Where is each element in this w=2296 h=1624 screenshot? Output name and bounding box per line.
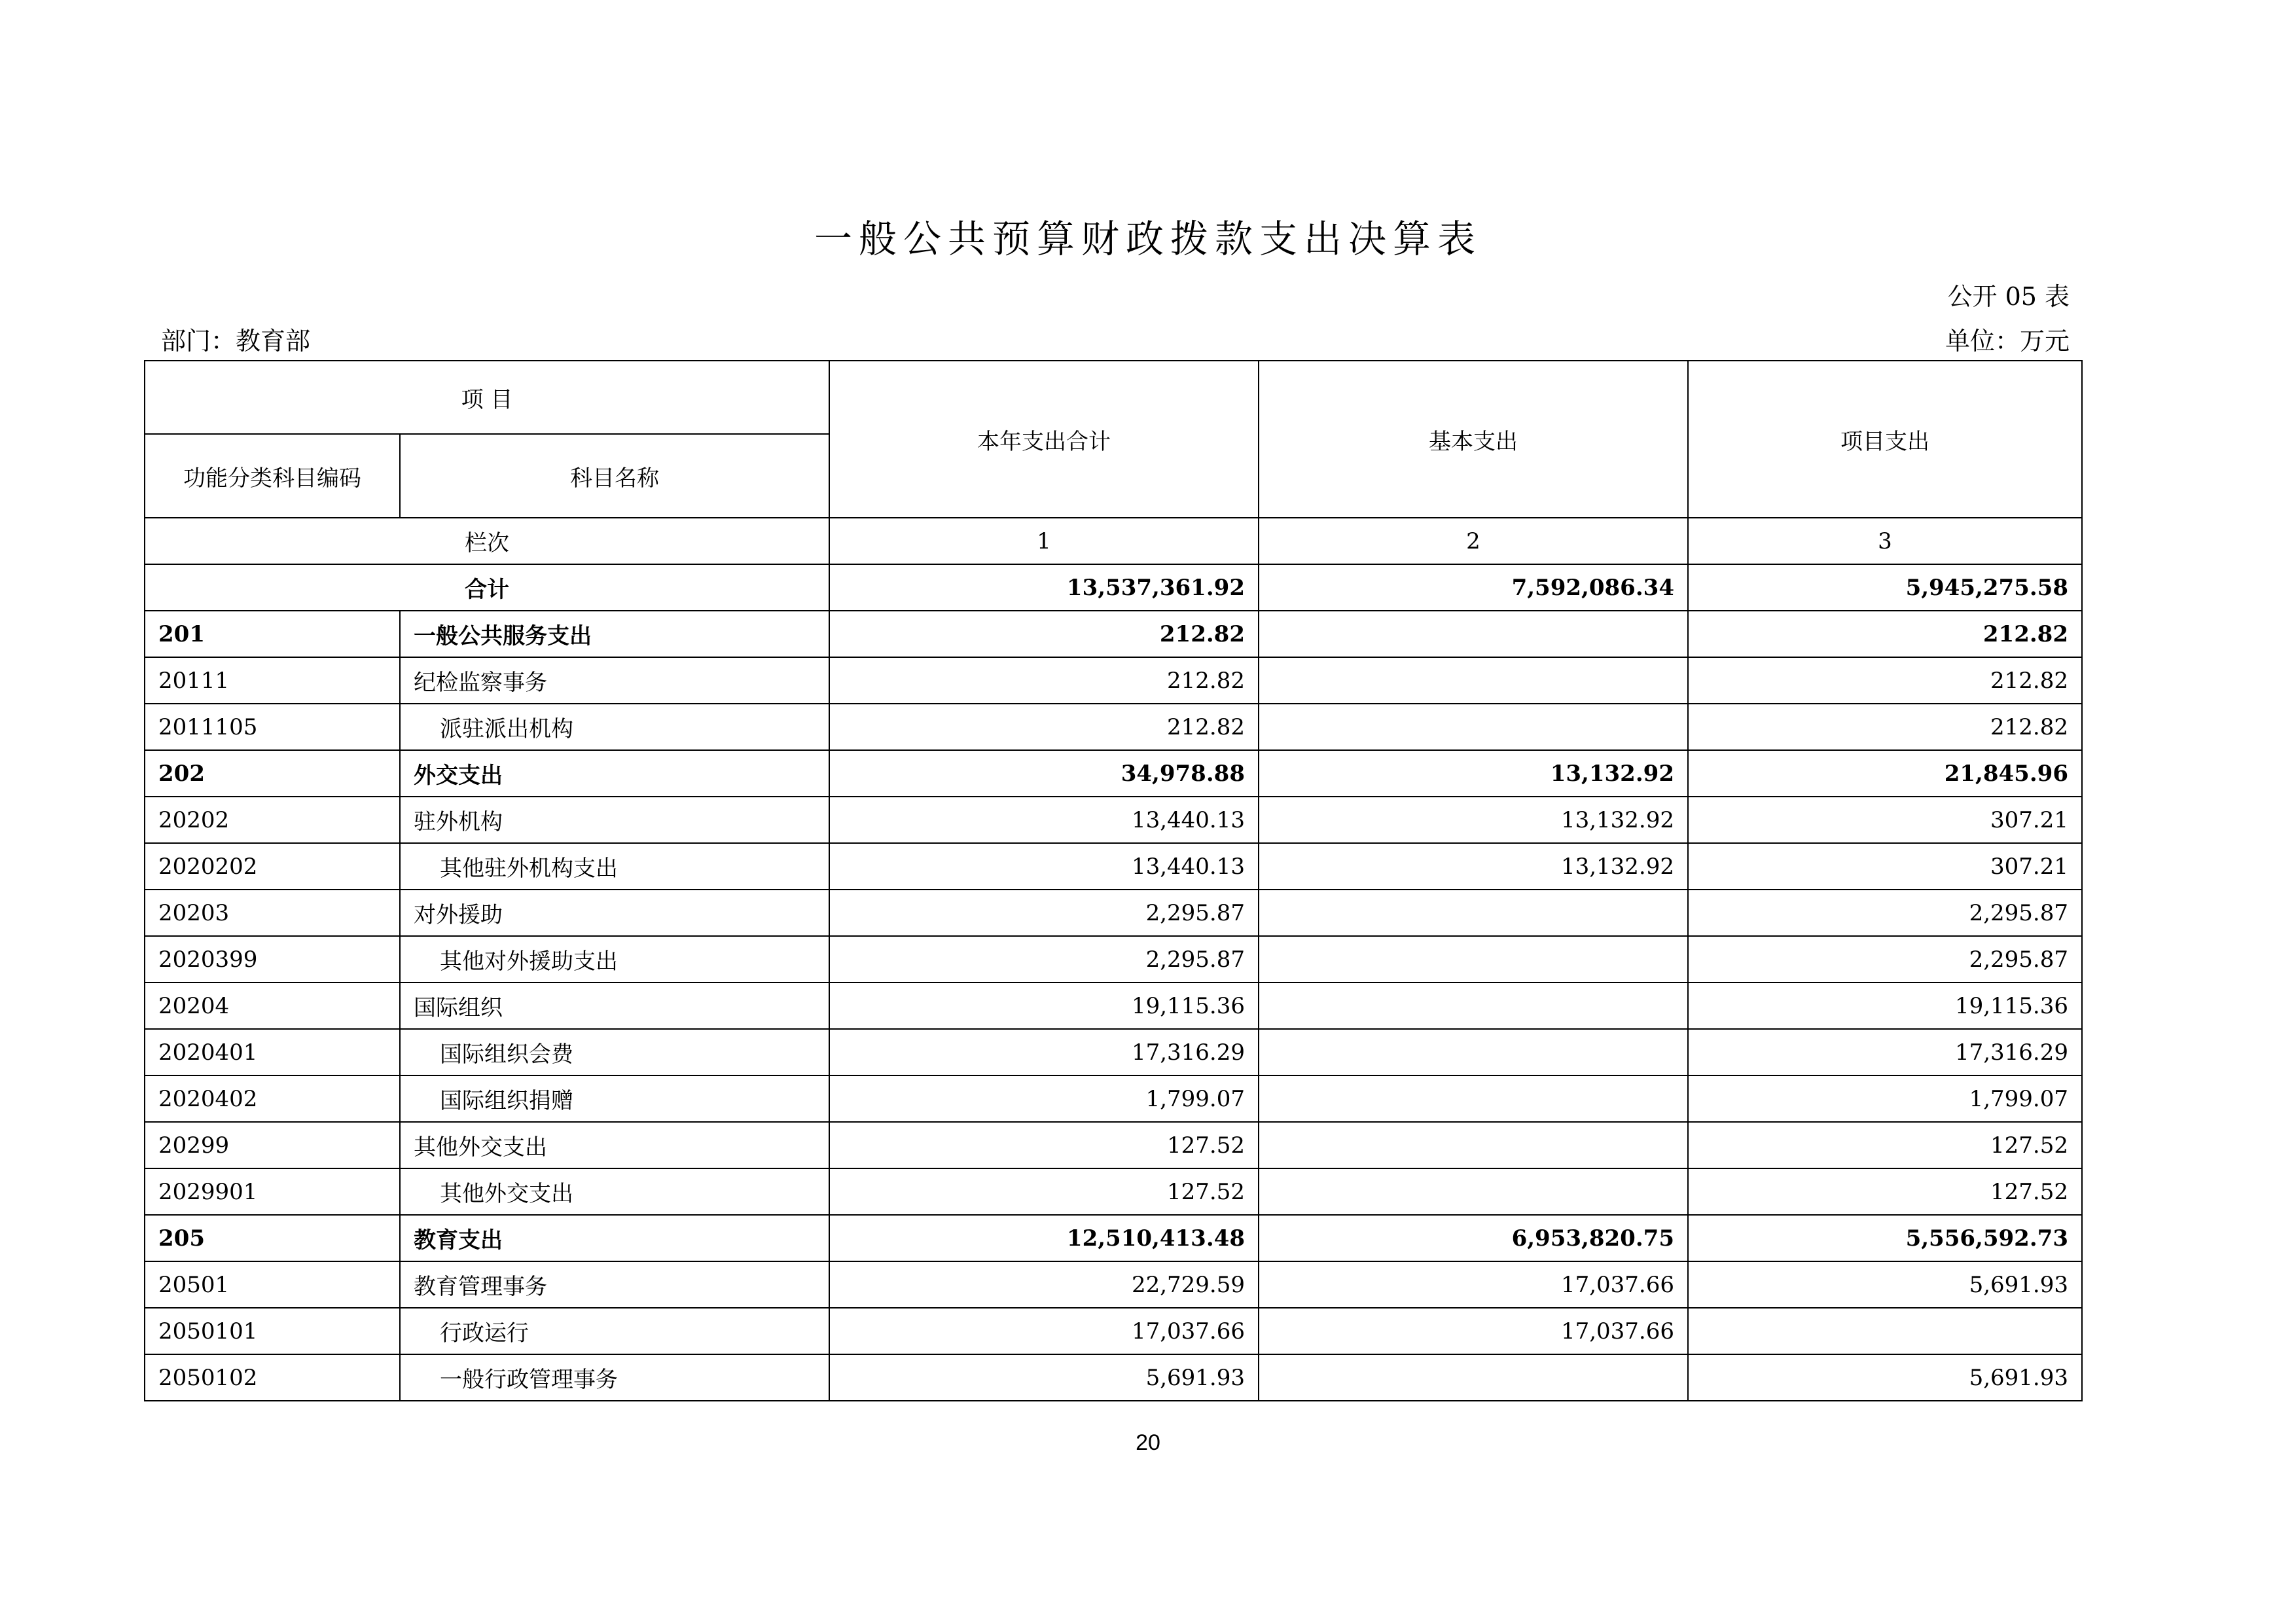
row-total: 127.52 bbox=[829, 1168, 1259, 1215]
row-name: 派驻派出机构 bbox=[400, 704, 829, 750]
row-total: 1,799.07 bbox=[829, 1075, 1259, 1122]
row-code: 2050101 bbox=[145, 1308, 400, 1354]
row-basic: 6,953,820.75 bbox=[1259, 1215, 1688, 1261]
table-row bbox=[145, 1261, 2082, 1308]
row-basic bbox=[1259, 890, 1688, 936]
table-row bbox=[145, 1308, 2082, 1354]
row-project: 127.52 bbox=[1688, 1122, 2082, 1168]
row-total: 5,691.93 bbox=[829, 1354, 1259, 1401]
row-name: 一般行政管理事务 bbox=[400, 1354, 829, 1401]
column-index-1: 1 bbox=[829, 518, 1259, 564]
row-total: 17,316.29 bbox=[829, 1029, 1259, 1075]
row-basic bbox=[1259, 704, 1688, 750]
row-project: 307.21 bbox=[1688, 797, 2082, 843]
row-code: 205 bbox=[145, 1215, 400, 1261]
column-index-2: 2 bbox=[1259, 518, 1688, 564]
row-name: 国际组织 bbox=[400, 983, 829, 1029]
header-col-basic: 基本支出 bbox=[1259, 361, 1688, 518]
row-project: 5,556,592.73 bbox=[1688, 1215, 2082, 1261]
row-code: 20202 bbox=[145, 797, 400, 843]
row-total: 2,295.87 bbox=[829, 936, 1259, 983]
row-code: 2020399 bbox=[145, 936, 400, 983]
row-total: 34,978.88 bbox=[829, 750, 1259, 797]
row-code: 20203 bbox=[145, 890, 400, 936]
header-col-project: 项目支出 bbox=[1688, 361, 2082, 518]
row-total: 212.82 bbox=[829, 657, 1259, 704]
row-project: 307.21 bbox=[1688, 843, 2082, 890]
table-row bbox=[145, 797, 2082, 843]
page-title: 一般公共预算财政拨款支出决算表 bbox=[814, 217, 1482, 261]
row-basic bbox=[1259, 1122, 1688, 1168]
row-basic bbox=[1259, 983, 1688, 1029]
page-number: 20 bbox=[1136, 1430, 1160, 1455]
table-row bbox=[145, 1122, 2082, 1168]
row-code: 20299 bbox=[145, 1122, 400, 1168]
row-basic bbox=[1259, 1354, 1688, 1401]
row-name: 国际组织捐赠 bbox=[400, 1075, 829, 1122]
row-code: 2020202 bbox=[145, 843, 400, 890]
row-project: 17,316.29 bbox=[1688, 1029, 2082, 1075]
table-row bbox=[145, 704, 2082, 750]
row-basic bbox=[1259, 1168, 1688, 1215]
table-row bbox=[145, 750, 2082, 797]
total-label: 合计 bbox=[145, 564, 829, 611]
row-total: 17,037.66 bbox=[829, 1308, 1259, 1354]
row-basic: 13,132.92 bbox=[1259, 797, 1688, 843]
row-code: 2011105 bbox=[145, 704, 400, 750]
row-project bbox=[1688, 1308, 2082, 1354]
total-project: 5,945,275.58 bbox=[1688, 564, 2082, 611]
table-row bbox=[145, 983, 2082, 1029]
row-name: 其他对外援助支出 bbox=[400, 936, 829, 983]
row-code: 2050102 bbox=[145, 1354, 400, 1401]
row-basic bbox=[1259, 611, 1688, 657]
row-name: 国际组织会费 bbox=[400, 1029, 829, 1075]
row-code: 20501 bbox=[145, 1261, 400, 1308]
row-name: 外交支出 bbox=[400, 750, 829, 797]
row-basic: 13,132.92 bbox=[1259, 750, 1688, 797]
table-row bbox=[145, 890, 2082, 936]
row-project: 19,115.36 bbox=[1688, 983, 2082, 1029]
row-name: 驻外机构 bbox=[400, 797, 829, 843]
row-code: 202 bbox=[145, 750, 400, 797]
row-code: 2029901 bbox=[145, 1168, 400, 1215]
row-name: 其他驻外机构支出 bbox=[400, 843, 829, 890]
row-total: 12,510,413.48 bbox=[829, 1215, 1259, 1261]
header-code: 功能分类科目编码 bbox=[145, 434, 400, 518]
column-index-row bbox=[145, 518, 2082, 564]
department-label: 部门：教育部 bbox=[161, 327, 311, 355]
row-code: 2020401 bbox=[145, 1029, 400, 1075]
row-basic bbox=[1259, 1029, 1688, 1075]
row-basic bbox=[1259, 1075, 1688, 1122]
row-basic: 17,037.66 bbox=[1259, 1261, 1688, 1308]
header-row-1 bbox=[145, 361, 2082, 434]
row-basic: 13,132.92 bbox=[1259, 843, 1688, 890]
row-code: 201 bbox=[145, 611, 400, 657]
row-basic bbox=[1259, 936, 1688, 983]
row-name: 对外援助 bbox=[400, 890, 829, 936]
row-basic bbox=[1259, 657, 1688, 704]
row-code: 20204 bbox=[145, 983, 400, 1029]
table-code: 公开 05 表 bbox=[1947, 282, 2070, 311]
table-row bbox=[145, 1029, 2082, 1075]
table-row bbox=[145, 1215, 2082, 1261]
header-col-total: 本年支出合计 bbox=[829, 361, 1259, 518]
row-name: 其他外交支出 bbox=[400, 1122, 829, 1168]
row-project: 1,799.07 bbox=[1688, 1075, 2082, 1122]
total-row bbox=[145, 564, 2082, 611]
row-name: 行政运行 bbox=[400, 1308, 829, 1354]
row-project: 212.82 bbox=[1688, 657, 2082, 704]
row-code: 2020402 bbox=[145, 1075, 400, 1122]
row-total: 127.52 bbox=[829, 1122, 1259, 1168]
row-project: 21,845.96 bbox=[1688, 750, 2082, 797]
row-project: 2,295.87 bbox=[1688, 936, 2082, 983]
unit-label: 单位：万元 bbox=[1945, 327, 2070, 355]
row-total: 212.82 bbox=[829, 704, 1259, 750]
row-project: 2,295.87 bbox=[1688, 890, 2082, 936]
row-total: 13,440.13 bbox=[829, 797, 1259, 843]
row-project: 5,691.93 bbox=[1688, 1261, 2082, 1308]
row-project: 127.52 bbox=[1688, 1168, 2082, 1215]
expenditure-table bbox=[144, 360, 2083, 1401]
table-row bbox=[145, 843, 2082, 890]
row-name: 纪检监察事务 bbox=[400, 657, 829, 704]
row-total: 22,729.59 bbox=[829, 1261, 1259, 1308]
table-row bbox=[145, 936, 2082, 983]
header-item: 项 目 bbox=[145, 361, 829, 434]
row-total: 13,440.13 bbox=[829, 843, 1259, 890]
column-index-label: 栏次 bbox=[145, 518, 829, 564]
column-index-3: 3 bbox=[1688, 518, 2082, 564]
table-row bbox=[145, 1075, 2082, 1122]
row-project: 5,691.93 bbox=[1688, 1354, 2082, 1401]
row-total: 212.82 bbox=[829, 611, 1259, 657]
header-name: 科目名称 bbox=[400, 434, 829, 518]
row-project: 212.82 bbox=[1688, 704, 2082, 750]
total-sum: 13,537,361.92 bbox=[829, 564, 1259, 611]
table-row bbox=[145, 1354, 2082, 1401]
row-name: 一般公共服务支出 bbox=[400, 611, 829, 657]
table-row bbox=[145, 611, 2082, 657]
row-total: 19,115.36 bbox=[829, 983, 1259, 1029]
row-code: 20111 bbox=[145, 657, 400, 704]
row-name: 教育管理事务 bbox=[400, 1261, 829, 1308]
row-basic: 17,037.66 bbox=[1259, 1308, 1688, 1354]
row-name: 其他外交支出 bbox=[400, 1168, 829, 1215]
table-row bbox=[145, 657, 2082, 704]
row-total: 2,295.87 bbox=[829, 890, 1259, 936]
table-row bbox=[145, 1168, 2082, 1215]
row-name: 教育支出 bbox=[400, 1215, 829, 1261]
total-basic: 7,592,086.34 bbox=[1259, 564, 1688, 611]
row-project: 212.82 bbox=[1688, 611, 2082, 657]
